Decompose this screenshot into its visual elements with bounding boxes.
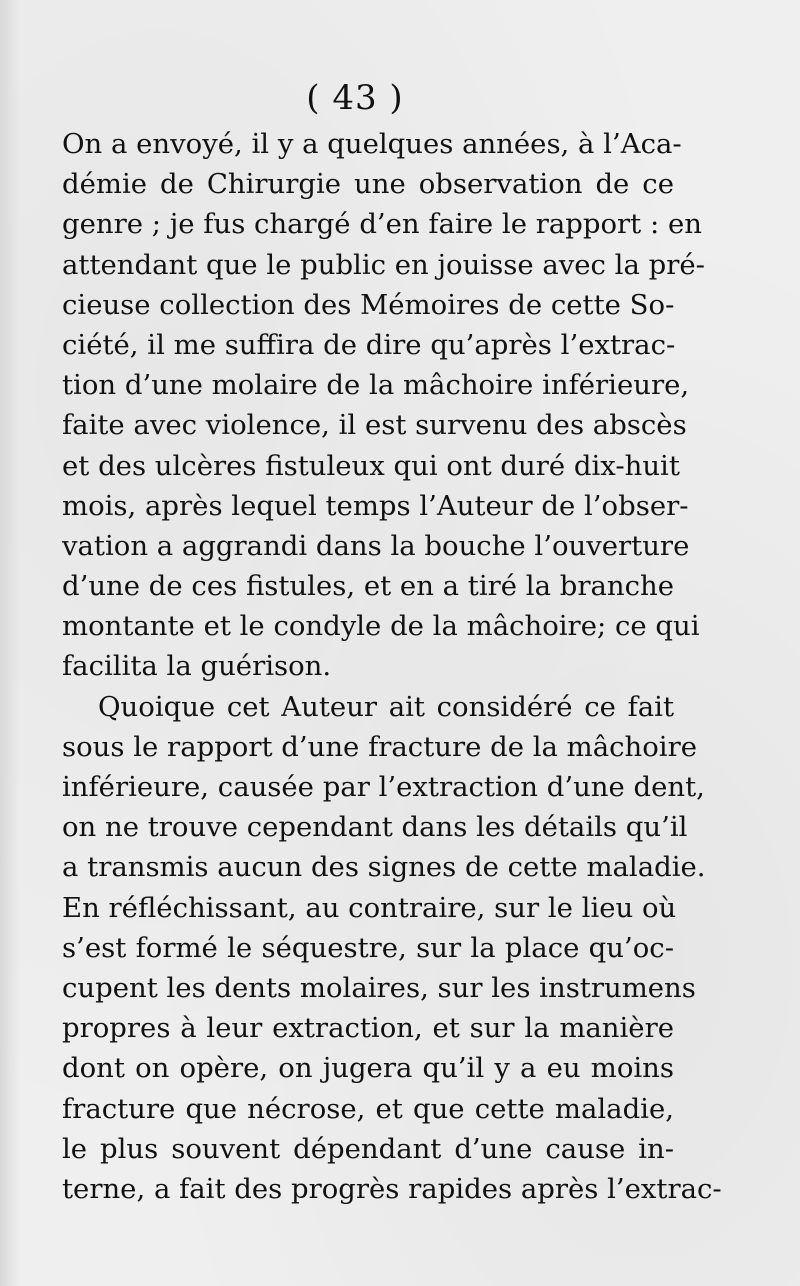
- text-line: faite avec violence, il est survenu des abscès: [62, 409, 687, 442]
- text-line: mois, après lequel temps l’Auteur de l’obser-: [62, 489, 689, 522]
- text-line: En réfléchissant, au contraire, sur le lieu où: [62, 891, 677, 924]
- text-line: d’une de ces fistules, et en a tiré la branche: [62, 570, 674, 603]
- text-line: terne, a fait des progrès rapides après l’extrac-: [62, 1172, 722, 1205]
- text-line: cieuse collection des Mémoires de cette So-: [62, 288, 675, 321]
- text-line: vation a aggrandi dans la bouche l’ouverture: [62, 529, 690, 562]
- text-line: s’est formé le séquestre, sur la place qu’oc-: [62, 931, 674, 964]
- text-line: attendant que le public en jouisse avec la pré-: [62, 248, 705, 281]
- text-line: montante et le condyle de la mâchoire; ce qui: [62, 610, 700, 643]
- text-line: le plus souvent dépendant d’une cause in-: [62, 1132, 674, 1165]
- text-line: tion d’une molaire de la mâchoire inférieure,: [62, 369, 690, 402]
- text-line: genre ; je fus chargé d’en faire le rapport : en: [62, 208, 702, 241]
- text-line: Quoique cet Auteur ait considéré ce fait: [98, 690, 674, 723]
- text-line: sous le rapport d’une fracture de la mâchoire: [62, 730, 698, 763]
- text-line: On a envoyé, il y a quelques années, à l’Aca-: [62, 128, 682, 160]
- page-number: ( 43 ): [306, 78, 404, 118]
- text-line: ciété, il me suffira de dire qu’après l’extrac-: [62, 328, 676, 361]
- text-line: et des ulcères fistuleux qui ont duré dix-huit: [62, 449, 680, 482]
- text-line: a transmis aucun des signes de cette maladie.: [62, 851, 706, 884]
- text-line: dont on opère, on jugera qu’il y a eu moins: [62, 1052, 674, 1085]
- body-text: [62, 124, 722, 1209]
- text-line: inférieure, causée par l’extraction d’une dent,: [62, 771, 705, 803]
- text-line: démie de Chirurgie une observation de ce: [62, 168, 674, 201]
- text-line: propres à leur extraction, et sur la manière: [62, 1012, 674, 1045]
- text-line: on ne trouve cependant dans les détails qu’il: [62, 811, 688, 844]
- text-line: fracture que nécrose, et que cette maladie,: [62, 1092, 674, 1125]
- text-line: facilita la guérison.: [62, 650, 332, 683]
- page-shadow-edge: [0, 0, 20, 1286]
- text-line: cupent les dents molaires, sur les instrumens: [62, 971, 696, 1004]
